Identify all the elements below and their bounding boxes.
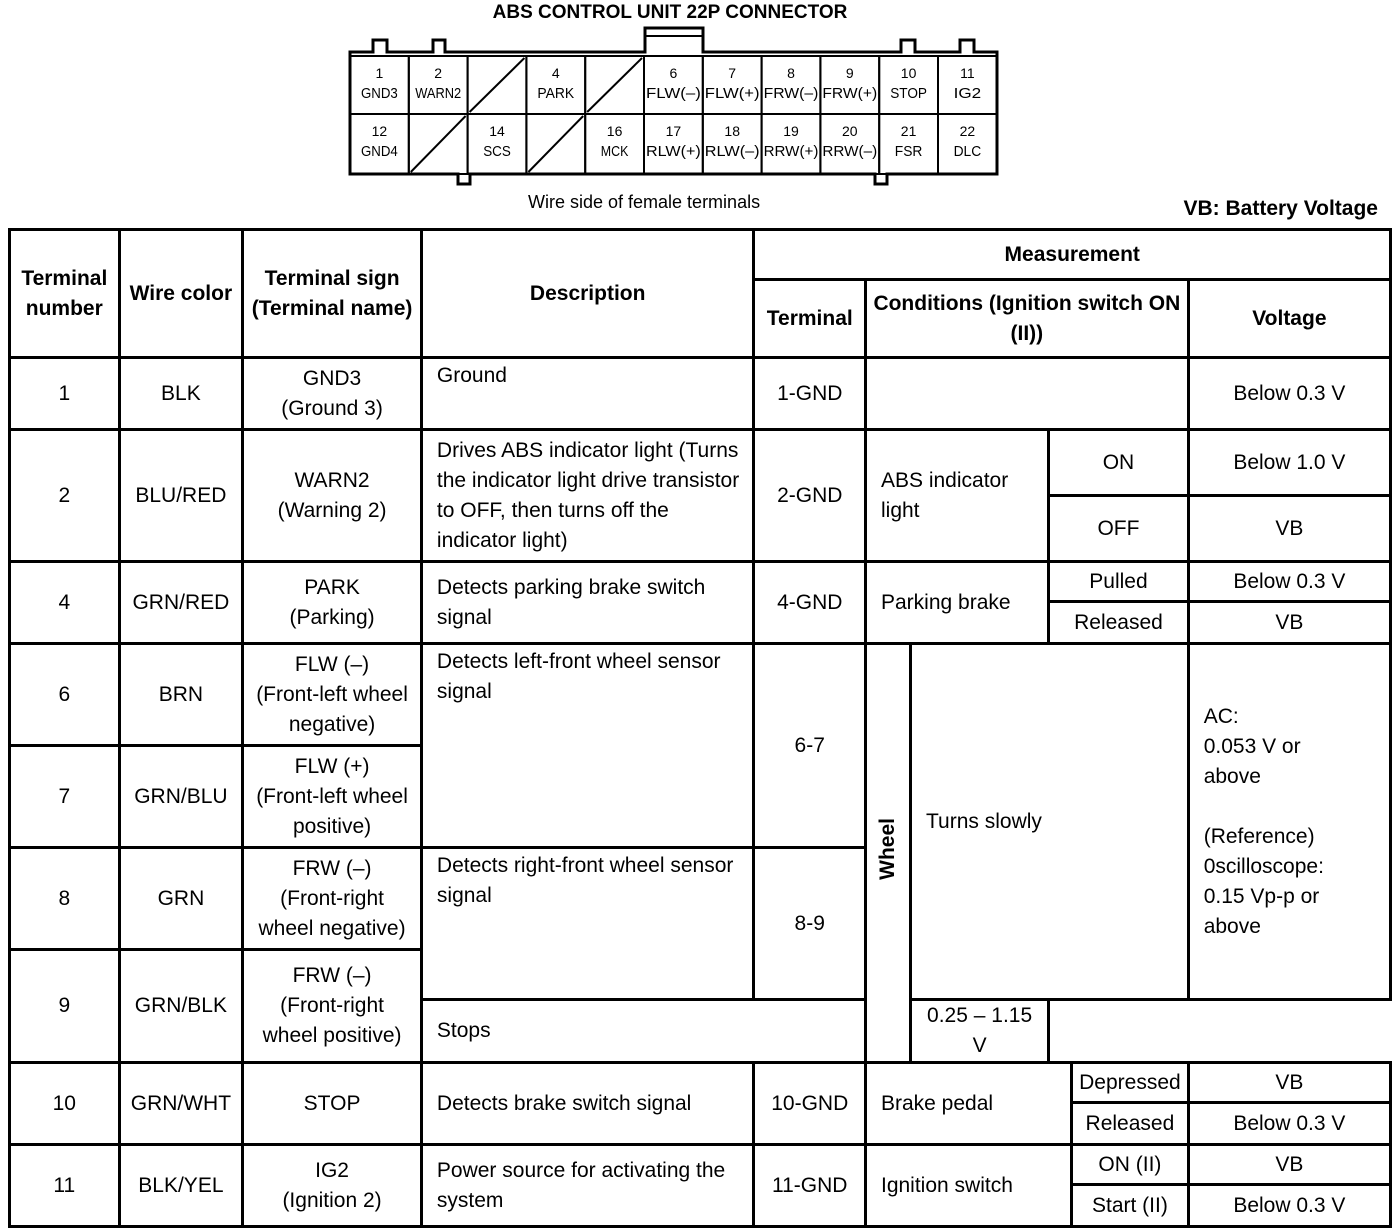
terminal-number: 1 bbox=[10, 358, 120, 430]
vb-note: VB: Battery Voltage bbox=[1183, 197, 1378, 220]
pin-name: RRW(–) bbox=[822, 143, 878, 160]
terminal-sign: GND3 (Ground 3) bbox=[243, 358, 422, 430]
terminal-number: 4 bbox=[10, 562, 120, 644]
pin-name: FRW(+) bbox=[822, 85, 878, 102]
terminal-sign: FRW (–) (Front-right wheel positive) bbox=[243, 950, 422, 1063]
description: Power source for activating the system bbox=[421, 1145, 754, 1227]
voltage: VB bbox=[1188, 496, 1390, 562]
pin-number: 6 bbox=[669, 65, 678, 81]
pin-name: PARK bbox=[537, 85, 575, 102]
pin-number: 8 bbox=[787, 65, 795, 81]
terminal-number: 9 bbox=[10, 950, 120, 1063]
measure-terminal: 8-9 bbox=[754, 848, 866, 1000]
condition-state: Released bbox=[1049, 602, 1188, 644]
header-description: Description bbox=[421, 230, 754, 358]
condition-state: Depressed bbox=[1072, 1063, 1189, 1103]
header-measurement: Measurement bbox=[754, 230, 1391, 280]
pin-name: RRW(+) bbox=[763, 143, 819, 160]
voltage: Below 1.0 V bbox=[1188, 430, 1390, 496]
pin-name: FLW(–) bbox=[646, 85, 701, 102]
connector-diagram bbox=[345, 26, 1005, 190]
condition: Parking brake bbox=[865, 562, 1048, 644]
condition-empty bbox=[865, 358, 1188, 430]
voltage: VB bbox=[1188, 602, 1390, 644]
terminal-sign: WARN2 (Warning 2) bbox=[243, 430, 422, 562]
description: Detects right-front wheel sensor signal bbox=[421, 848, 754, 1000]
table-row bbox=[10, 430, 1391, 496]
condition-state: Start (II) bbox=[1072, 1185, 1189, 1227]
connector-caption: Wire side of female terminals bbox=[528, 192, 761, 212]
header-m-voltage: Voltage bbox=[1188, 280, 1390, 358]
pin-name: RLW(–) bbox=[704, 143, 760, 160]
measure-terminal: 11-GND bbox=[754, 1145, 866, 1227]
terminal-number: 6 bbox=[10, 644, 120, 746]
measure-terminal: 6-7 bbox=[754, 644, 866, 848]
description: Detects brake switch signal bbox=[421, 1063, 754, 1145]
wheel-voltage-ac: AC: 0.053 V or above (Reference) 0scilloscope: 0.15 Vp-p or above bbox=[1188, 644, 1390, 1000]
pin-number: 16 bbox=[606, 123, 623, 139]
wire-color: GRN/WHT bbox=[119, 1063, 243, 1145]
wire-color: GRN bbox=[119, 848, 243, 950]
pin-number: 11 bbox=[960, 65, 975, 81]
connector-title: ABS CONTROL UNIT 22P CONNECTOR bbox=[492, 2, 848, 23]
wire-color: GRN/BLK bbox=[119, 950, 243, 1063]
terminal-sign: FLW (–) (Front-left wheel negative) bbox=[243, 644, 422, 746]
condition-state: Pulled bbox=[1049, 562, 1188, 602]
header-wire-color: Wire color bbox=[119, 230, 243, 358]
terminal-number: 8 bbox=[10, 848, 120, 950]
pin-number: 4 bbox=[551, 65, 560, 81]
empty-cavity-slash bbox=[411, 116, 466, 172]
voltage: Below 0.3 V bbox=[1188, 1103, 1390, 1145]
pin-name: MCK bbox=[600, 143, 629, 160]
measure-terminal: 1-GND bbox=[754, 358, 866, 430]
wire-color: BLK bbox=[119, 358, 243, 430]
table-row bbox=[10, 1063, 1391, 1103]
header-terminal-number: Terminal number bbox=[10, 230, 120, 358]
pin-name: DLC bbox=[953, 143, 982, 160]
condition-state: Released bbox=[1072, 1103, 1189, 1145]
wheel-stops: Stops bbox=[421, 1000, 910, 1063]
voltage: Below 0.3 V bbox=[1188, 562, 1390, 602]
header-m-conditions: Conditions (Ignition switch ON (II)) bbox=[865, 280, 1188, 358]
voltage: Below 0.3 V bbox=[1188, 1185, 1390, 1227]
wire-color: BRN bbox=[119, 644, 243, 746]
measure-terminal: 4-GND bbox=[754, 562, 866, 644]
measure-terminal: 10-GND bbox=[754, 1063, 866, 1145]
pin-number: 14 bbox=[489, 123, 505, 139]
terminal-sign: FLW (+) (Front-left wheel positive) bbox=[243, 746, 422, 848]
measure-terminal: 2-GND bbox=[754, 430, 866, 562]
terminal-number: 10 bbox=[10, 1063, 120, 1145]
wire-color: GRN/BLU bbox=[119, 746, 243, 848]
wire-color: GRN/RED bbox=[119, 562, 243, 644]
empty-cavity-slash bbox=[587, 58, 642, 112]
pin-number: 12 bbox=[371, 123, 388, 139]
terminal-sign: FRW (–) (Front-right wheel negative) bbox=[243, 848, 422, 950]
condition-state: ON bbox=[1049, 430, 1188, 496]
pin-number: 22 bbox=[959, 123, 976, 139]
wire-color: BLK/YEL bbox=[119, 1145, 243, 1227]
condition: Ignition switch bbox=[865, 1145, 1071, 1227]
empty-cavity-slash bbox=[528, 116, 583, 172]
header-terminal-sign: Terminal sign (Terminal name) bbox=[243, 230, 422, 358]
description: Drives ABS indicator light (Turns the indicator light drive transistor to OFF, then turns off the indicator light) bbox=[421, 430, 754, 562]
wheel-turns-slowly: Turns slowly bbox=[910, 644, 1188, 1000]
pin-name: STOP bbox=[890, 85, 927, 102]
pin-number: 1 bbox=[375, 65, 384, 81]
pin-name: FLW(+) bbox=[704, 85, 760, 102]
voltage: Below 0.3 V bbox=[1188, 358, 1390, 430]
pin-number: 2 bbox=[434, 65, 443, 81]
description: Detects left-front wheel sensor signal bbox=[421, 644, 754, 848]
pin-number: 7 bbox=[728, 65, 737, 81]
connector-cavity-grid bbox=[350, 56, 997, 174]
empty-cavity-slash bbox=[470, 58, 525, 112]
wheel-label: Wheel bbox=[865, 644, 910, 1063]
wheel-voltage-stops: 0.25 – 1.15 V bbox=[910, 1000, 1048, 1063]
voltage: VB bbox=[1188, 1145, 1390, 1185]
table-row bbox=[10, 1145, 1391, 1185]
table-row bbox=[10, 358, 1391, 430]
wire-color: BLU/RED bbox=[119, 430, 243, 562]
pin-name: WARN2 bbox=[415, 85, 462, 102]
description: Detects parking brake switch signal bbox=[421, 562, 754, 644]
table-row bbox=[10, 644, 1391, 746]
voltage: VB bbox=[1188, 1063, 1390, 1103]
header-m-terminal: Terminal bbox=[754, 280, 866, 358]
terminal-spec-table bbox=[8, 228, 1392, 1228]
condition: ABS indicator light bbox=[865, 430, 1048, 562]
terminal-number: 2 bbox=[10, 430, 120, 562]
terminal-sign: IG2 (Ignition 2) bbox=[243, 1145, 422, 1227]
pin-name: FRW(–) bbox=[763, 85, 819, 102]
pin-name: GND3 bbox=[361, 85, 398, 102]
condition-state: ON (II) bbox=[1072, 1145, 1189, 1185]
pin-name: FSR bbox=[894, 143, 923, 160]
terminal-number: 11 bbox=[10, 1145, 120, 1227]
pin-number: 19 bbox=[783, 123, 799, 139]
terminal-number: 7 bbox=[10, 746, 120, 848]
condition-state: OFF bbox=[1049, 496, 1188, 562]
condition: Brake pedal bbox=[865, 1063, 1071, 1145]
pin-number: 10 bbox=[900, 65, 917, 81]
pin-name: SCS bbox=[483, 143, 511, 160]
terminal-sign: STOP bbox=[243, 1063, 422, 1145]
pin-name: IG2 bbox=[953, 85, 982, 102]
terminal-sign: PARK (Parking) bbox=[243, 562, 422, 644]
pin-name: GND4 bbox=[361, 143, 398, 160]
pin-name: RLW(+) bbox=[646, 143, 701, 160]
pin-number: 20 bbox=[842, 123, 858, 139]
pin-number: 18 bbox=[724, 123, 740, 139]
pin-number: 21 bbox=[900, 123, 917, 139]
pin-number: 9 bbox=[845, 65, 854, 81]
pin-number: 17 bbox=[665, 123, 682, 139]
table-row bbox=[10, 562, 1391, 602]
description: Ground bbox=[421, 358, 754, 430]
